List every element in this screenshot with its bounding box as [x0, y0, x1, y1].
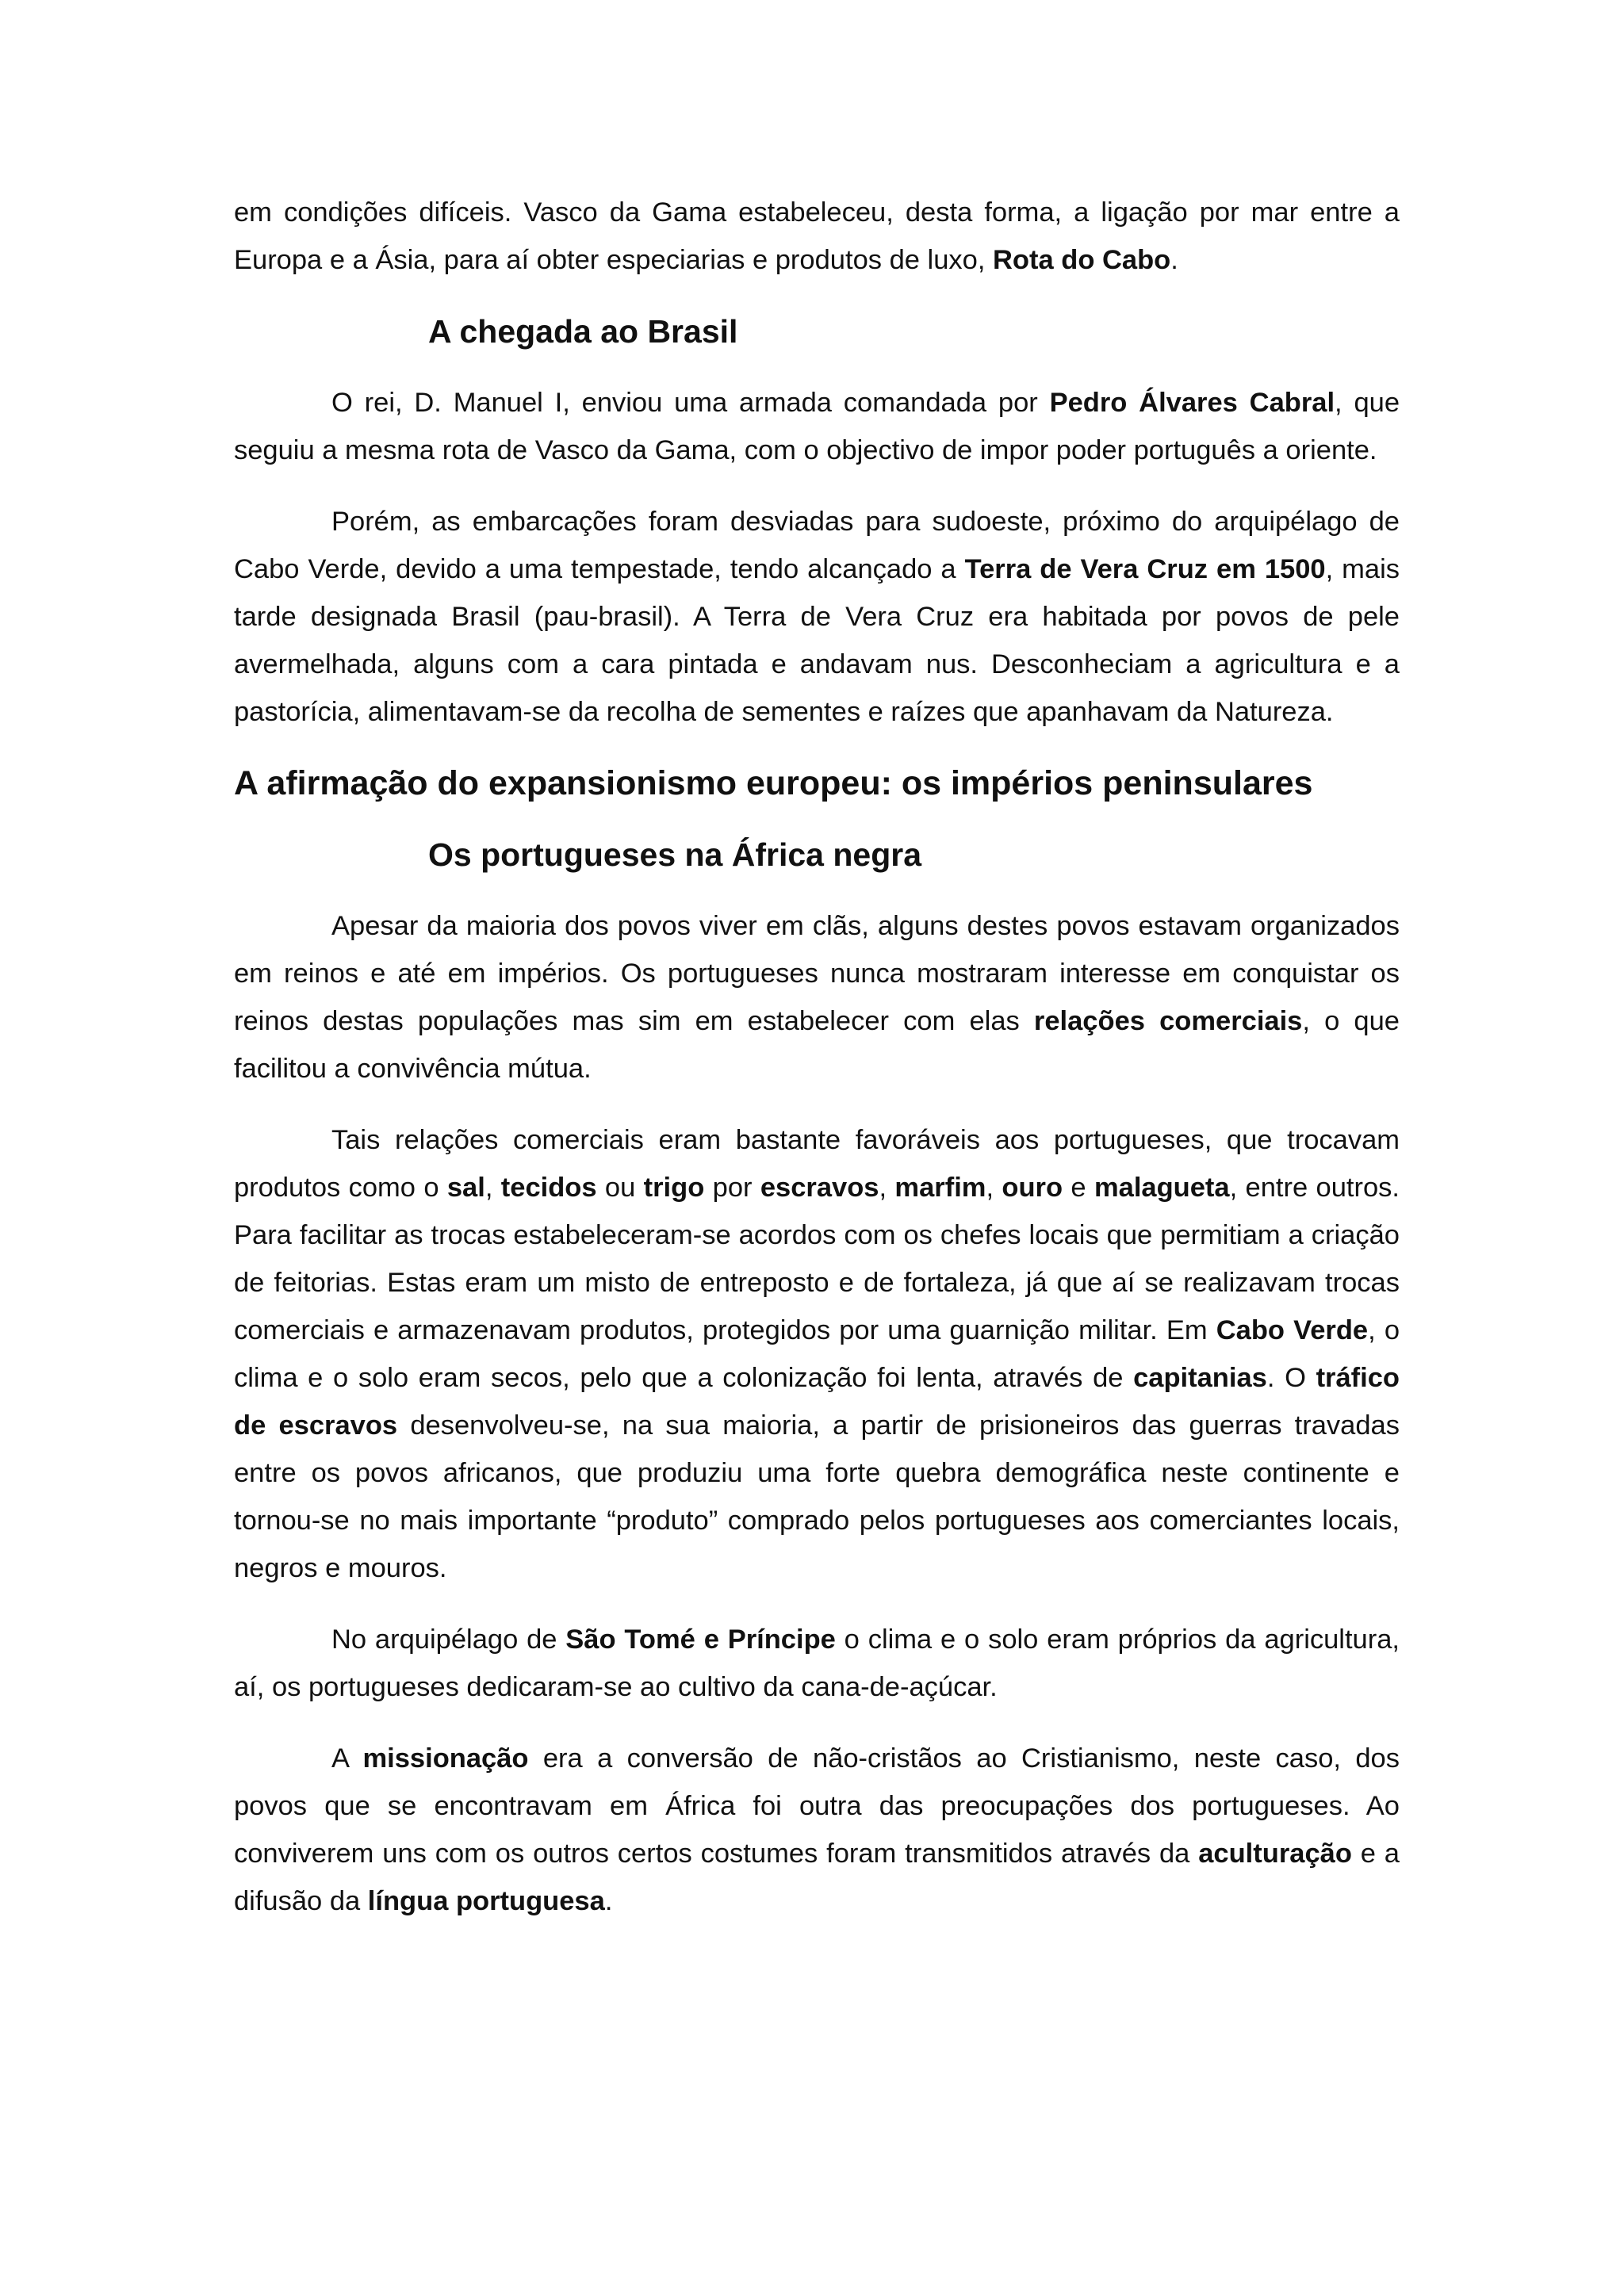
text-run: No arquipélago de	[331, 1624, 566, 1655]
bold-term: língua portuguesa	[367, 1886, 605, 1916]
bold-term: Pedro Álvares Cabral	[1049, 388, 1335, 418]
text-run: , o clima e o solo eram secos, pelo que a colonização foi lenta, através de	[234, 1315, 1400, 1393]
bold-term: sal	[446, 1173, 485, 1203]
paragraph-sao-tome	[234, 1616, 1400, 1711]
text-run: em condições difíceis. Vasco da Gama estabeleceu, desta forma, a ligação por mar entre a Europa e a Ásia, para aí obter especiarias e produtos de luxo,	[234, 197, 1400, 275]
text-run: , que seguiu a mesma rota de Vasco da Gama, com o objectivo de impor poder português a oriente.	[234, 388, 1400, 465]
paragraph-terra-vera-cruz	[234, 498, 1400, 736]
text-run: ,	[485, 1173, 501, 1203]
bold-term: malagueta	[1094, 1173, 1230, 1203]
bold-term: relações comerciais	[1033, 1006, 1303, 1036]
bold-term: trigo	[643, 1173, 705, 1203]
text-run: e a difusão da	[234, 1839, 1400, 1916]
text-run: , o que facilitou a convivência mútua.	[234, 1006, 1400, 1084]
bold-term: marfim	[894, 1173, 986, 1203]
text-run: A	[331, 1743, 363, 1774]
text-run: Tais relações comerciais eram bastante favoráveis aos portugueses, que trocavam produtos como o	[234, 1125, 1400, 1203]
text-run: .	[604, 1886, 613, 1916]
bold-term: São Tomé e Príncipe	[565, 1624, 836, 1655]
paragraph-pedro-alvares-cabral	[234, 379, 1400, 474]
text-run: , entre outros. Para facilitar as trocas estabeleceram-se acordos com os chefes locais que permitiam a criação de feitorias. Estas eram um misto de entreposto e de fortaleza, já que aí se realizavam trocas comerciais e armazenavam produtos, protegidos por uma guarnição militar. Em	[234, 1173, 1400, 1345]
bold-term: ouro	[1002, 1173, 1063, 1203]
bold-term: escravos	[760, 1173, 879, 1203]
paragraph-reinos-imperios	[234, 902, 1400, 1093]
text-run: ou	[596, 1173, 644, 1203]
heading-portugueses-africa: Os portugueses na África negra	[428, 836, 922, 873]
document-body	[234, 189, 1400, 1925]
text-run: Porém, as embarcações foram desviadas para sudoeste, próximo do arquipélago de Cabo Verde, devido a uma tempestade, tendo alcançado a	[234, 507, 1400, 584]
paragraph-missionacao	[234, 1735, 1400, 1925]
text-run: ,	[986, 1173, 1002, 1203]
text-run: desenvolveu-se, na sua maioria, a partir de prisioneiros das guerras travadas entre os povos africanos, que produziu uma forte quebra demográfica neste continente e tornou-se no mais importante “produto” comprado pelos portugueses aos comerciantes locais, negros e mouros.	[234, 1410, 1400, 1583]
text-run: era a conversão de não-cristãos ao Cristianismo, neste caso, dos povos que se encontravam em África foi outra das preocupações dos portugueses. Ao conviverem uns com os outros certos costumes foram transmitidos através da	[234, 1743, 1400, 1869]
bold-term: aculturação	[1198, 1839, 1352, 1869]
text-run: o clima e o solo eram próprios da agricultura, aí, os portugueses dedicaram-se ao cultivo da cana-de-açúcar.	[234, 1624, 1400, 1702]
text-run: ,	[879, 1173, 895, 1203]
text-run: e	[1063, 1173, 1094, 1203]
heading-chegada-brasil: A chegada ao Brasil	[428, 313, 738, 350]
paragraph-rota-do-cabo	[234, 189, 1400, 284]
bold-term: tráfico de escravos	[234, 1363, 1400, 1441]
bold-term: Terra de Vera Cruz em 1500	[964, 554, 1326, 584]
bold-term: Rota do Cabo	[993, 245, 1171, 275]
text-run: . O	[1266, 1363, 1316, 1393]
bold-term: tecidos	[500, 1173, 597, 1203]
bold-term: Cabo Verde	[1216, 1315, 1369, 1345]
text-run: Apesar da maioria dos povos viver em clãs, alguns destes povos estavam organizados em reinos e até em impérios. Os portugueses nunca mostraram interesse em conquistar os reinos destas populações mas sim em estabelecer com elas	[234, 911, 1400, 1036]
text-run: .	[1170, 245, 1178, 275]
bold-term: capitanias	[1133, 1363, 1267, 1393]
text-run: , mais tarde designada Brasil (pau-brasil). A Terra de Vera Cruz era habitada por povos de pele avermelhada, alguns com a cara pintada e andavam nus. Desconheciam a agricultura e a pastorícia, alimentavam-se da recolha de sementes e raízes que apanhavam da Natureza.	[234, 554, 1400, 727]
bold-term: missionação	[362, 1743, 529, 1774]
heading-expansionismo-europeu: A afirmação do expansionismo europeu: os impérios peninsulares	[234, 764, 1313, 802]
paragraph-relacoes-comerciais	[234, 1116, 1400, 1592]
text-run: por	[704, 1173, 760, 1203]
text-run: O rei, D. Manuel I, enviou uma armada comandada por	[331, 388, 1050, 418]
